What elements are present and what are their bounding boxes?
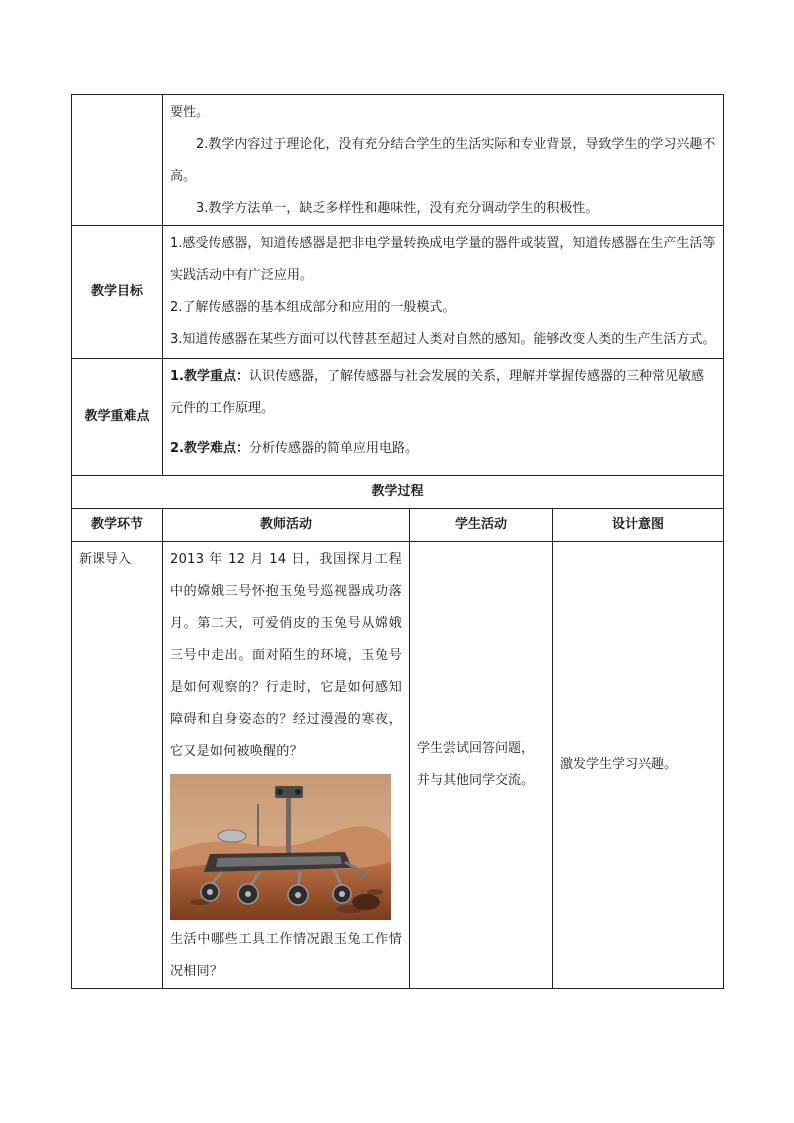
process-header-row: [72, 509, 724, 542]
teacher-question-text: 生活中哪些工具工作情况跟玉兔工作情况相同？: [170, 932, 402, 979]
goal-item-1: 1.感受传感器，知道传感器是把非电学量转换成电学量的器件或装置，知道传感器在生产生活等实践活动中有广泛应用。: [170, 236, 716, 283]
column-header-intent: 设计意图: [553, 509, 724, 542]
analysis-row: [72, 95, 724, 226]
column-header-student: 学生活动: [410, 509, 553, 542]
goals-label: 教学目标: [72, 226, 163, 359]
key-difficulty-label: 2.教学难点：: [170, 441, 249, 456]
design-intent-cell: 激发学生学习兴趣。: [553, 542, 724, 989]
column-header-stage: 教学环节: [72, 509, 163, 542]
column-header-teacher: 教师活动: [163, 509, 410, 542]
student-activity-cell: 学生尝试回答问题，并与其他同学交流。: [410, 542, 553, 989]
goal-item-3: 3.知道传感器在某些方面可以代替甚至超过人类对自然的感知。能够改变人类的生产生活方式。: [170, 332, 716, 347]
key-difficulty: [170, 433, 716, 465]
mars-rover-photo: [170, 774, 391, 920]
key-focus: [170, 361, 716, 425]
key-points-content-cell: [163, 359, 724, 476]
key-points-row: [72, 359, 724, 476]
process-row-intro: [72, 542, 724, 989]
analysis-content-cell: [163, 95, 724, 226]
goal-item-2: 2.了解传感器的基本组成部分和应用的一般模式。: [170, 300, 456, 315]
key-points-label: 教学重难点: [72, 359, 163, 476]
key-focus-label: 1.教学重点：: [170, 369, 249, 384]
key-difficulty-text: 分析传感器的简单应用电路。: [248, 441, 418, 456]
analysis-line-2: 2.教学内容过于理论化，没有充分结合学生的生活实际和专业背景，导致学生的学习兴趣不高。: [170, 137, 716, 184]
analysis-line-3: 3.教学方法单一，缺乏多样性和趣味性，没有充分调动学生的积极性。: [196, 201, 599, 216]
stage-cell: 新课导入: [72, 542, 163, 989]
teacher-intro-text: 2013 年 12 月 14 日，我国探月工程中的嫦娥三号怀抱玉兔号巡视器成功落月。第二天，可爱俏皮的玉兔号从嫦娥三号中走出。面对陌生的环境，玉兔号是如何观察的？行走时，它是如何感知障碍和自身姿态的？经过漫漫的寒夜，它又是如何被唤醒的？: [170, 552, 402, 759]
analysis-line-1: 要性。: [170, 105, 210, 120]
goals-content-cell: [163, 226, 724, 359]
key-focus-text: 认识传感器，了解传感器与社会发展的关系，理解并掌握传感器的三种常见敏感元件的工作原理。: [170, 369, 704, 416]
process-title: 教学过程: [72, 476, 724, 509]
process-title-row: [72, 476, 724, 509]
lesson-plan-table: [71, 94, 724, 989]
analysis-label-cell: [72, 95, 163, 226]
goals-row: [72, 226, 724, 359]
teacher-activity-cell: [163, 542, 410, 989]
